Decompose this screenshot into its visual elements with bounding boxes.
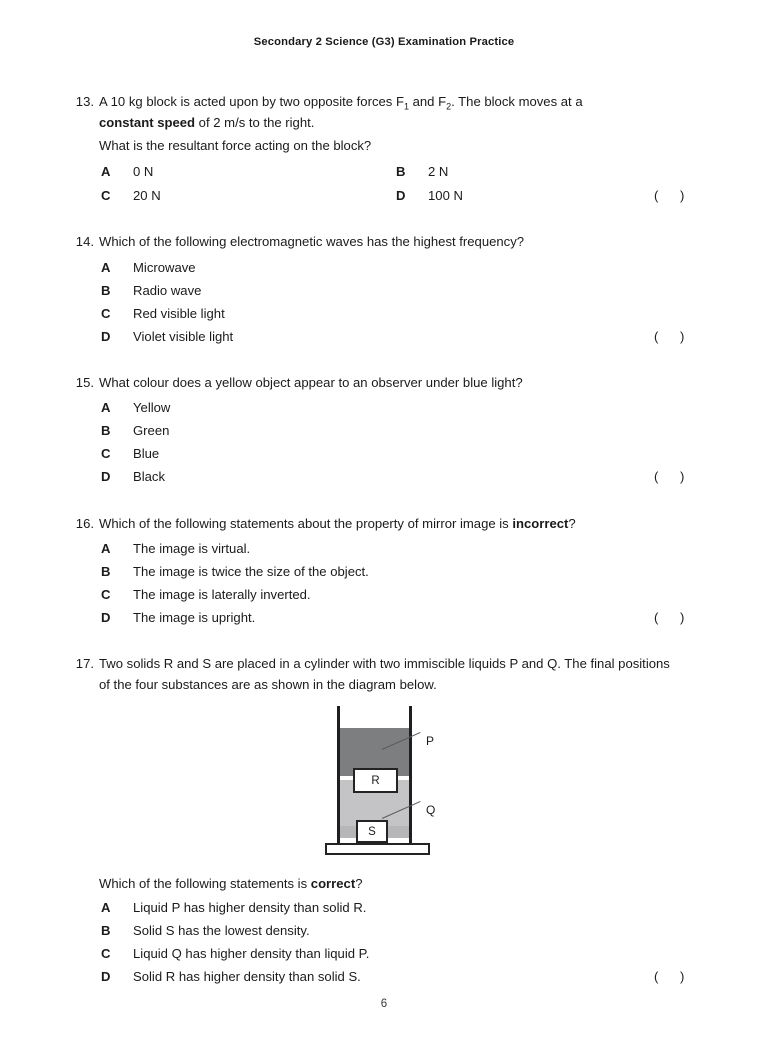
option-text: The image is laterally inverted. — [133, 587, 311, 602]
option-letter: D — [101, 469, 111, 484]
option-letter: A — [101, 260, 111, 275]
bracket-close: ) — [680, 969, 685, 984]
q13-stem-part3: . The block moves at a — [451, 94, 583, 109]
option-text: Microwave — [133, 260, 196, 275]
option-letter: C — [101, 188, 111, 203]
solid-block-s — [356, 820, 388, 843]
option-letter: A — [101, 541, 111, 556]
q17-stem-line1: Two solids R and S are placed in a cylinder with two immiscible liquids P and Q. The final — [99, 656, 615, 671]
q17-prompt-bold: correct — [310, 876, 356, 891]
option-letter: A — [101, 900, 111, 915]
q17-prompt-prefix: Which of the following statements is — [99, 876, 311, 891]
option-text: The image is virtual. — [133, 541, 251, 556]
option-letter: B — [101, 283, 111, 298]
question-14-number: 14. — [75, 234, 94, 249]
running-head: Secondary 2 Science (G3) Examination Practice — [253, 36, 515, 48]
solid-block-r — [353, 768, 398, 793]
option-text: 20 N — [133, 188, 161, 203]
option-letter: C — [101, 446, 111, 461]
option-letter: B — [101, 423, 111, 438]
q17-prompt-suffix: ? — [355, 876, 363, 891]
q13-subscript-2: 2 — [446, 101, 452, 112]
option-letter: D — [101, 969, 111, 984]
option-text: Liquid Q has higher density than liquid P. — [133, 946, 370, 961]
option-letter: A — [101, 400, 111, 415]
bracket-close: ) — [680, 188, 685, 203]
q16-stem-suffix: ? — [568, 516, 576, 531]
option-letter: C — [101, 306, 111, 321]
option-text: Green — [133, 423, 170, 438]
cylinder-stand — [325, 843, 430, 855]
bracket-close: ) — [680, 469, 685, 484]
option-text: Solid S has the lowest density. — [133, 923, 310, 938]
bracket-close: ) — [680, 610, 685, 625]
question-16-number: 16. — [75, 516, 94, 531]
option-letter: C — [101, 946, 111, 961]
bracket-open: ( — [654, 969, 659, 984]
bracket-close: ) — [680, 329, 685, 344]
diagram-label-p: P — [426, 734, 435, 748]
option-text: 100 N — [428, 188, 463, 203]
option-letter: B — [101, 923, 111, 938]
cylinder-wall-right — [409, 706, 412, 848]
question-17-number: 17. — [75, 656, 94, 671]
question-15-stem: What colour does a yellow object appear to an observer under blue light? — [99, 375, 523, 390]
question-14-stem: Which of the following electromagnetic waves has the highest frequency? — [99, 234, 525, 249]
cylinder-diagram — [320, 700, 450, 862]
question-16-stem — [99, 514, 679, 535]
bracket-open: ( — [654, 610, 659, 625]
option-text: 2 N — [428, 164, 449, 179]
q16-stem-bold: incorrect — [512, 516, 569, 531]
q13-stem-part1: A 10 kg block is acted upon by two opposite forces F — [99, 94, 404, 109]
option-text: Black — [133, 469, 166, 484]
bracket-open: ( — [654, 469, 659, 484]
q13-stem-part4: of 2 m/s to the right. — [195, 114, 315, 130]
q16-stem-prefix: Which of the following statements about the property of mirror image is — [99, 516, 513, 531]
option-text: The image is twice the size of the object. — [133, 564, 369, 579]
q13-subscript-1: 1 — [403, 101, 409, 112]
option-text: 0 N — [133, 164, 154, 179]
option-text: Yellow — [133, 400, 171, 415]
q17-stem-line2: positions of the four substances are as shown in the diagram below. — [99, 656, 670, 692]
question-13-number: 13. — [75, 94, 94, 109]
option-letter: A — [101, 164, 111, 179]
diagram-label-q: Q — [426, 803, 436, 817]
bracket-open: ( — [654, 188, 659, 203]
question-13-prompt: What is the resultant force acting on the block? — [99, 138, 372, 153]
option-letter: D — [396, 188, 406, 203]
option-letter: D — [101, 610, 111, 625]
option-text: The image is upright. — [133, 610, 256, 625]
option-text: Blue — [133, 446, 160, 461]
option-text: Radio wave — [133, 283, 202, 298]
option-letter: C — [101, 587, 111, 602]
bracket-open: ( — [654, 329, 659, 344]
option-letter: B — [396, 164, 406, 179]
question-13-stem — [99, 92, 679, 133]
option-text: Liquid P has higher density than solid R. — [133, 900, 367, 915]
question-17-prompt — [99, 874, 679, 895]
option-letter: D — [101, 329, 111, 344]
question-17-stem — [99, 654, 684, 695]
q13-stem-part2: and F — [408, 94, 447, 109]
block-s-label: S — [368, 825, 376, 838]
option-letter: B — [101, 564, 111, 579]
option-text: Violet visible light — [133, 329, 234, 344]
q13-stem-bold: constant speed — [99, 114, 196, 130]
question-15-number: 15. — [75, 375, 94, 390]
option-text: Red visible light — [133, 306, 225, 321]
option-text: Solid R has higher density than solid S. — [133, 969, 361, 984]
page-number: 6 — [380, 998, 388, 1010]
block-r-label: R — [371, 774, 380, 787]
